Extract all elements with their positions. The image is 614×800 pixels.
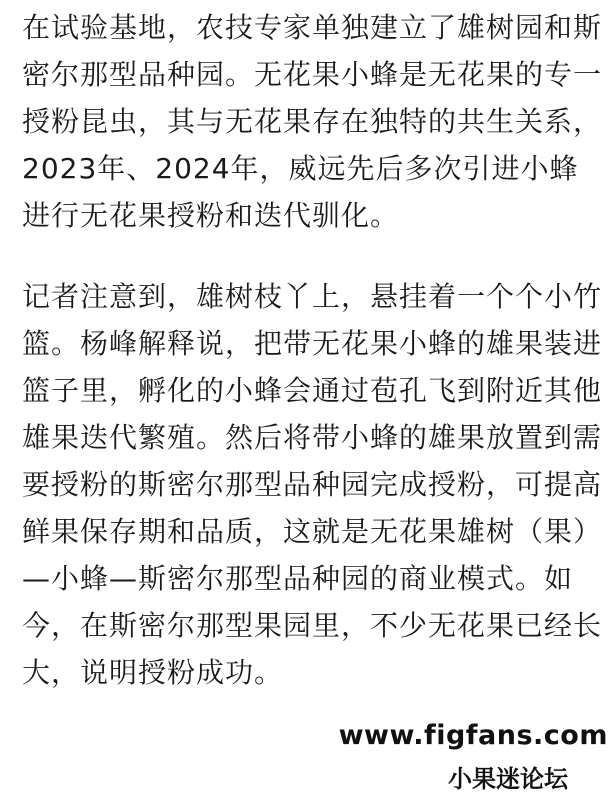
watermark-site-name: 小果迷论坛 bbox=[448, 765, 568, 793]
article-body bbox=[22, 4, 602, 696]
article-paragraph-1: 在试验基地，农技专家单独建立了雄树园和斯密尔那型品种园。无花果小蜂是无花果的专一授粉昆虫，其与无花果存在独特的共生关系，2023年、2024年，威远先后多次引进小蜂进行无花果授粉和迭代驯化。 bbox=[22, 11, 603, 232]
watermark-url: www.figfans.com bbox=[338, 720, 608, 751]
article-paragraph-2: 记者注意到，雄树枝丫上，悬挂着一个个小竹篮。杨峰解释说，把带无花果小蜂的雄果装进篮子里，孵化的小蜂会通过苞孔飞到附近其他雄果迭代繁殖。然后将带小蜂的雄果放置到需要授粉的斯密尔那型品种园完成授粉，可提高鲜果保存期和品质，这就是无花果雄树（果）—小蜂—斯密尔那型品种园的商业模式。如今，在斯密尔那型果园里，不少无花果已经长大，说明授粉成功。 bbox=[22, 280, 603, 689]
site-watermark bbox=[339, 720, 608, 794]
